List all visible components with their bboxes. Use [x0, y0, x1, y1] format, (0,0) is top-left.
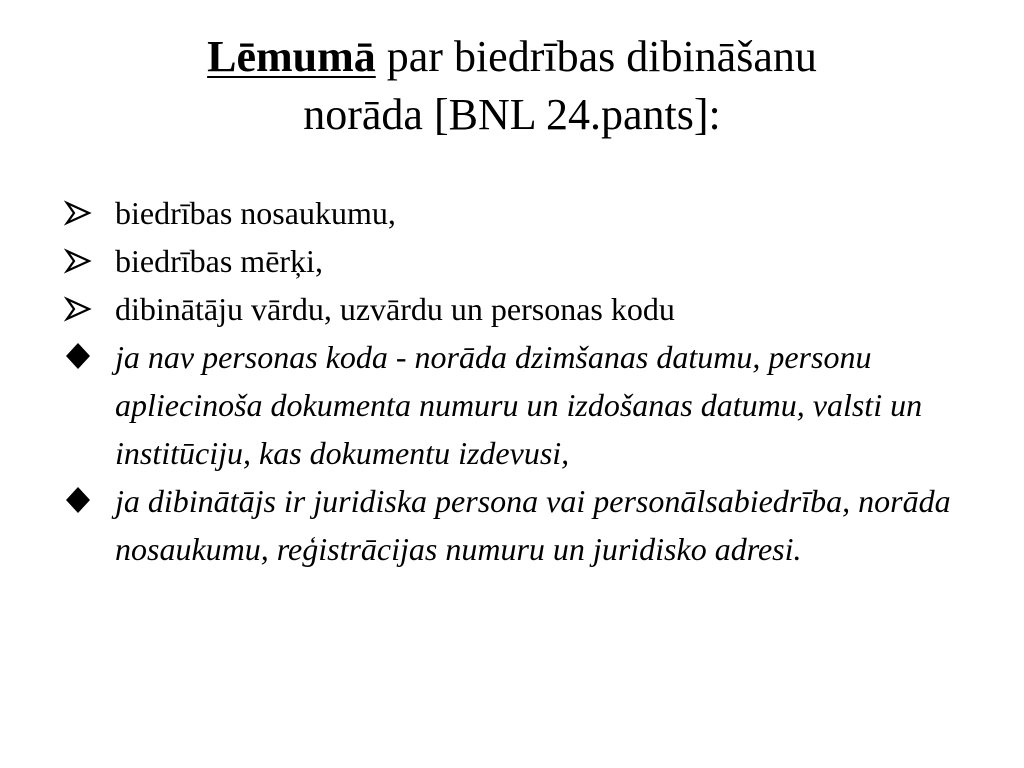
diamond-bullet-icon: [62, 477, 102, 525]
list-item: [60, 477, 980, 573]
list-item: [60, 237, 980, 285]
list-item: [60, 333, 980, 477]
list-item-text: biedrības mērķi,: [115, 243, 323, 279]
arrowhead-bullet-icon: [62, 285, 102, 333]
list-item-text: biedrības nosaukumu,: [115, 195, 396, 231]
slide-title: [0, 28, 1024, 144]
list-item: [60, 285, 980, 333]
title-line-2: norāda [BNL 24.pants]:: [303, 90, 721, 139]
title-emphasis: Lēmumā: [207, 32, 376, 81]
title-line-1: [0, 28, 1024, 86]
title-line-1-rest: par biedrības dibināšanu: [375, 32, 817, 81]
list-item-text: dibinātāju vārdu, uzvārdu un personas kodu: [115, 291, 675, 327]
bullet-list: [60, 189, 980, 573]
arrowhead-bullet-icon: [62, 237, 102, 285]
list-item-text: ja dibinātājs ir juridiska persona vai personālsabiedrība, norāda nosaukumu, reģistrācijas numuru un juridisko adresi.: [115, 483, 951, 567]
arrowhead-bullet-icon: [62, 189, 102, 237]
list-item: [60, 189, 980, 237]
list-item-text: ja nav personas koda - norāda dzimšanas datumu, personu apliecinoša dokumenta numuru un izdošanas datumu, valsti un institūciju, kas dokumentu izdevusi,: [115, 339, 923, 471]
diamond-bullet-icon: [62, 333, 102, 381]
